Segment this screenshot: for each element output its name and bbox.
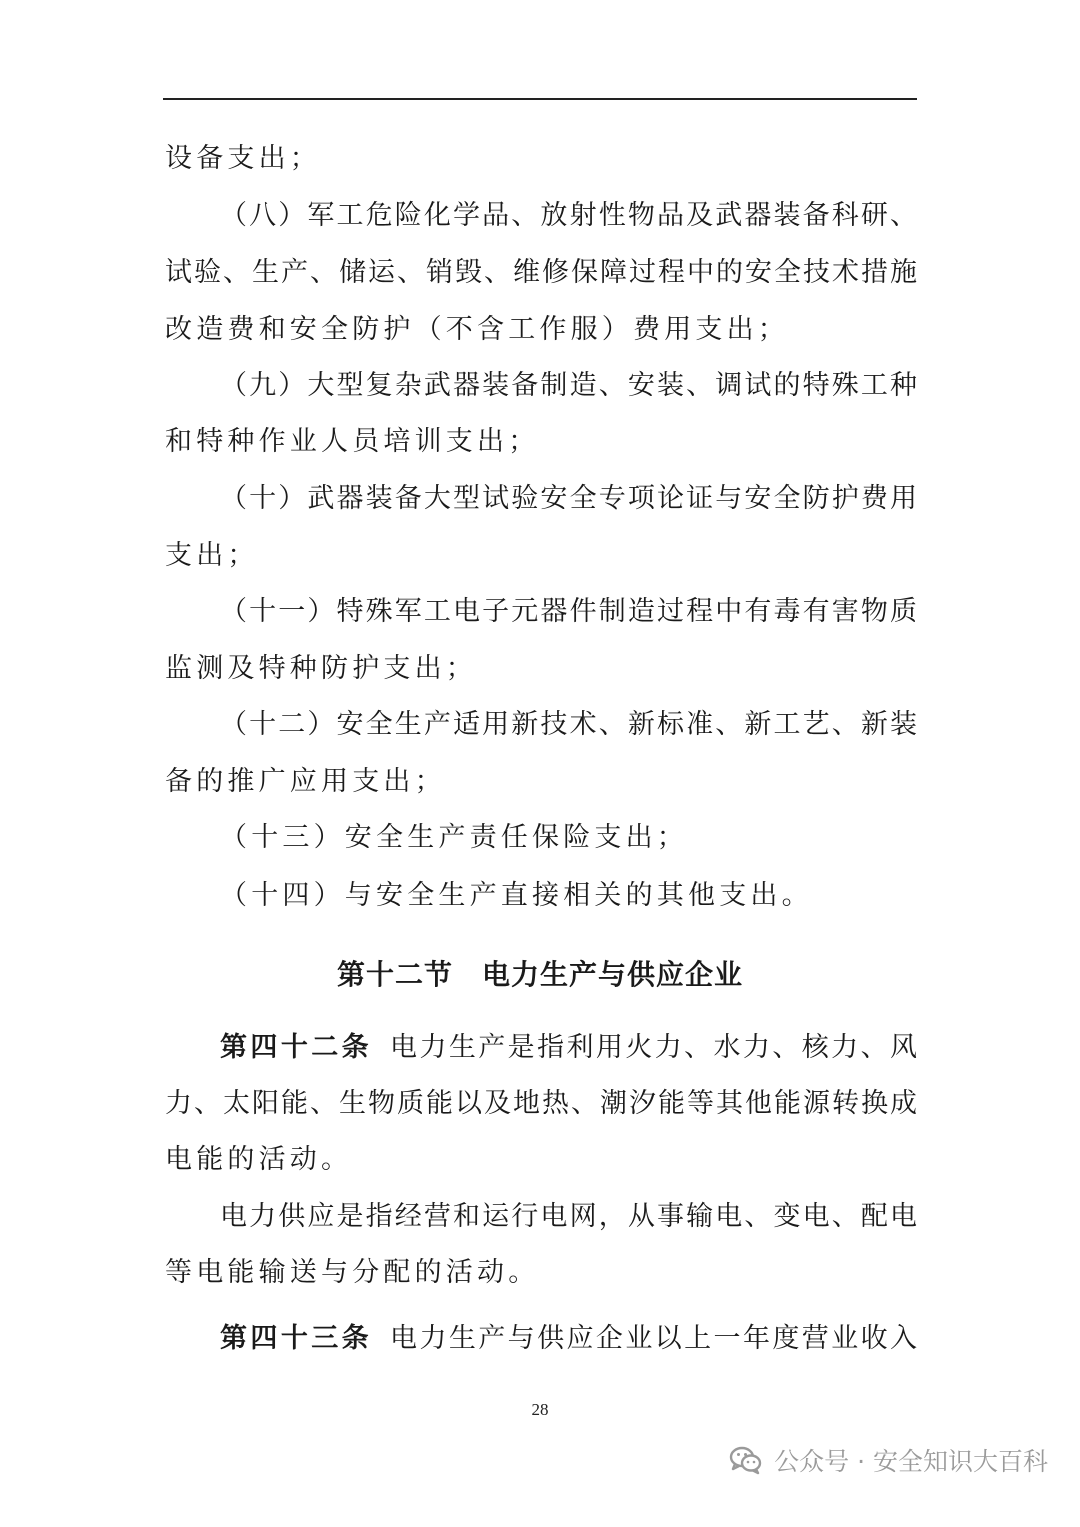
text-line: 力、太阳能、生物质能以及地热、潮汐能等其他能源转换成 — [165, 1088, 917, 1119]
page-number: 28 — [531, 1400, 549, 1419]
text-line: 支出； — [165, 540, 259, 571]
text-line: （十一）特殊军工电子元器件制造过程中有毒有害物质 — [220, 596, 917, 627]
text-line: （十）武器装备大型试验安全专项论证与安全防护费用 — [220, 483, 917, 514]
text-line: （八）军工危险化学品、放射性物品及武器装备科研、 — [220, 200, 917, 231]
wechat-icon — [728, 1442, 764, 1478]
text-line: （十三）安全生产责任保险支出； — [220, 822, 688, 853]
article-42-line — [220, 1028, 917, 1068]
article-text: 电力生产与供应企业以上一年度营业收入 — [390, 1323, 918, 1354]
watermark-text: 公众号 · 安全知识大百科 — [774, 1447, 1048, 1476]
header-rule — [163, 98, 917, 100]
article-43-line — [220, 1319, 917, 1359]
text-line: 和特种作业人员培训支出； — [165, 426, 540, 457]
article-number: 第四十二条 — [220, 1032, 373, 1063]
text-line: （十四）与安全生产直接相关的其他支出。 — [220, 880, 813, 911]
text-line: 试验、生产、储运、销毁、维修保障过程中的安全技术措施 — [165, 257, 917, 288]
text-line: （十二）安全生产适用新技术、新标准、新工艺、新装 — [220, 709, 917, 740]
text-line: 监测及特种防护支出； — [165, 653, 477, 684]
section-title: 第十二节 电力生产与供应企业 — [336, 958, 743, 991]
article-text: 电力生产是指利用火力、水力、核力、风 — [390, 1032, 918, 1063]
text-line: 设备支出； — [165, 143, 321, 174]
text-line: 等电能输送与分配的活动。 — [165, 1257, 540, 1288]
text-line: 改造费和安全防护（不含工作服）费用支出； — [165, 314, 789, 345]
text-line: 备的推广应用支出； — [165, 766, 446, 797]
article-number: 第四十三条 — [220, 1323, 373, 1354]
text-line: 电能的活动。 — [165, 1144, 353, 1175]
watermark — [728, 1438, 1048, 1482]
text-line: （九）大型复杂武器装备制造、安装、调试的特殊工种 — [220, 370, 917, 401]
text-line: 电力供应是指经营和运行电网，从事输电、变电、配电 — [220, 1201, 917, 1232]
